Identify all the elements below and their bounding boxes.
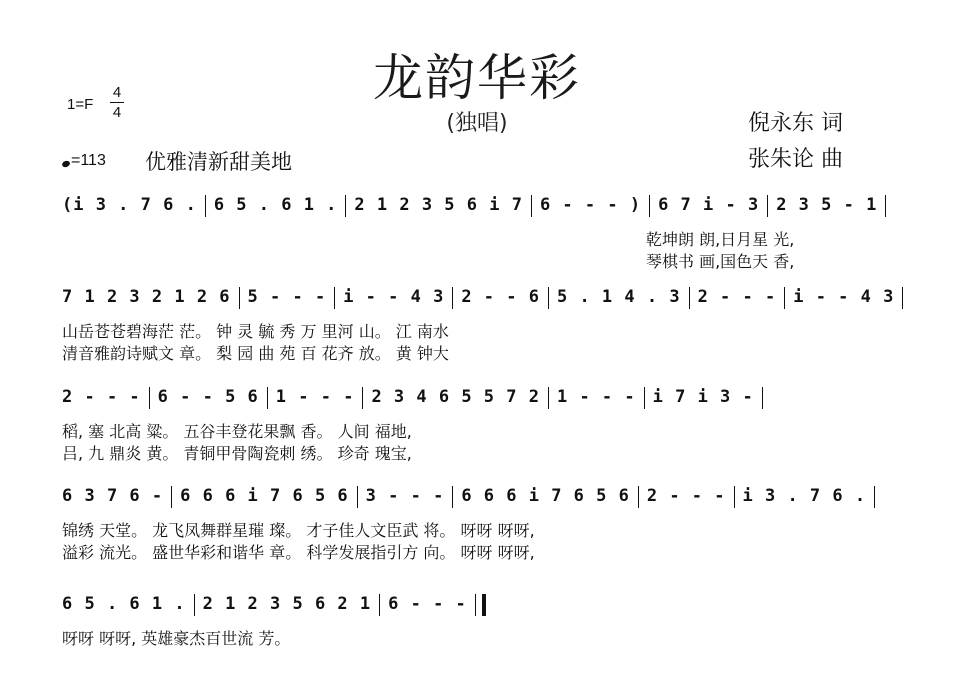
barline (239, 287, 240, 309)
measure: 2 - - - (62, 387, 141, 407)
lyrics-verse-2: 清音雅韵诗赋文 章。 梨 园 曲 苑 百 花齐 放。 黄 钟大 (62, 344, 449, 363)
barline (452, 486, 453, 508)
measure: i 7 i 3 - (652, 387, 754, 407)
composer-credit: 张朱论 曲 (748, 147, 843, 172)
key-signature: 1=F (67, 96, 94, 113)
measure: 5 - - - (247, 287, 327, 307)
measure: 6 6 6 i 7 6 5 6 (461, 486, 630, 506)
barline (194, 594, 195, 616)
measure: 2 1 2 3 5 6 i 7 (354, 195, 523, 215)
measure: i - - 4 3 (343, 287, 445, 307)
barline (548, 287, 549, 309)
measure: 2 - - - (697, 287, 777, 307)
song-title: 龙韵华彩 (373, 49, 581, 107)
notes-row-5 (62, 594, 494, 618)
barline (734, 486, 735, 508)
measure: 6 3 7 6 - (62, 486, 164, 506)
notes-row-2 (62, 287, 911, 311)
measure: i 3 . 7 6 . (742, 486, 867, 506)
lyrics-verse-1: 乾坤朗 朗,日月星 光, (646, 230, 795, 249)
barline (334, 287, 335, 309)
lyricist-credit: 倪永东 词 (748, 111, 843, 136)
measure: 1 - - - (556, 387, 636, 407)
measure: 6 5 . 6 1 . (213, 195, 338, 215)
barline (379, 594, 380, 616)
lyrics-verse-2: 琴棋书 画,国色天 香, (646, 252, 795, 271)
measure: 6 - - - (388, 594, 467, 614)
notes-row-4 (62, 486, 883, 510)
barline (362, 387, 363, 409)
tempo-value: =113 (71, 152, 106, 169)
notes-row-1 (62, 195, 894, 219)
measure: (i 3 . 7 6 . (62, 195, 197, 215)
barline (689, 287, 690, 309)
lyrics-verse-2: 溢彩 流光。 盛世华彩和谐华 章。 科学发展指引方 向。 呀呀 呀呀, (62, 543, 535, 562)
barline (784, 287, 785, 309)
barline (149, 387, 150, 409)
tempo-marking (62, 152, 106, 170)
barline (171, 486, 172, 508)
notes-row-3 (62, 387, 771, 411)
barline (638, 486, 639, 508)
lyrics-verse-1: 呀呀 呀呀, 英雄豪杰百世流 芳。 (62, 629, 291, 648)
barline (885, 195, 886, 217)
measure: 1 - - - (275, 387, 355, 407)
measure: 2 3 5 - 1 (776, 195, 878, 215)
barline (452, 287, 453, 309)
barline (548, 387, 549, 409)
measure: 2 - - - (646, 486, 726, 506)
measure: 3 - - - (365, 486, 445, 506)
barline (767, 195, 768, 217)
measure: 7 1 2 3 2 1 2 6 (62, 287, 231, 307)
final-barline-thin (475, 594, 476, 616)
lyrics-verse-1: 锦绣 天堂。 龙飞凤舞群星璀 璨。 才子佳人文臣武 将。 呀呀 呀呀, (62, 521, 535, 540)
barline (205, 195, 206, 217)
barline (267, 387, 268, 409)
barline (902, 287, 903, 309)
measure: 2 1 2 3 5 6 2 1 (202, 594, 372, 614)
barline (345, 195, 346, 217)
final-barline-thick (482, 594, 486, 616)
lyrics-verse-2: 吕, 九 鼎炎 黄。 青铜甲骨陶瓷刺 绣。 珍奇 瑰宝, (62, 444, 412, 463)
measure: 2 - - 6 (461, 287, 540, 307)
measure: i - - 4 3 (793, 287, 895, 307)
measure: 5 . 1 4 . 3 (556, 287, 681, 307)
time-signature-bottom: 4 (112, 104, 122, 121)
time-signature (110, 84, 124, 121)
quarter-note-icon (61, 160, 71, 168)
barline (649, 195, 650, 217)
barline (357, 486, 358, 508)
expression-marking: 优雅清新甜美地 (145, 150, 292, 174)
lyrics-verse-1: 稻, 塞 北高 粱。 五谷丰登花果飘 香。 人间 福地, (62, 422, 412, 441)
time-signature-top: 4 (112, 84, 122, 101)
measure: 6 6 6 i 7 6 5 6 (180, 486, 349, 506)
lyrics-verse-1: 山岳苍苍碧海茫 茫。 钟 灵 毓 秀 万 里河 山。 江 南水 (62, 322, 449, 341)
barline (644, 387, 645, 409)
measure: 6 - - - ) (539, 195, 642, 215)
measure: 6 5 . 6 1 . (62, 594, 186, 614)
time-signature-line (110, 102, 124, 103)
song-subtitle: (独唱) (446, 111, 508, 136)
measure: 2 3 4 6 5 5 7 2 (371, 387, 540, 407)
barline (762, 387, 763, 409)
measure: 6 7 i - 3 (658, 195, 760, 215)
barline (531, 195, 532, 217)
barline (874, 486, 875, 508)
measure: 6 - - 5 6 (157, 387, 259, 407)
